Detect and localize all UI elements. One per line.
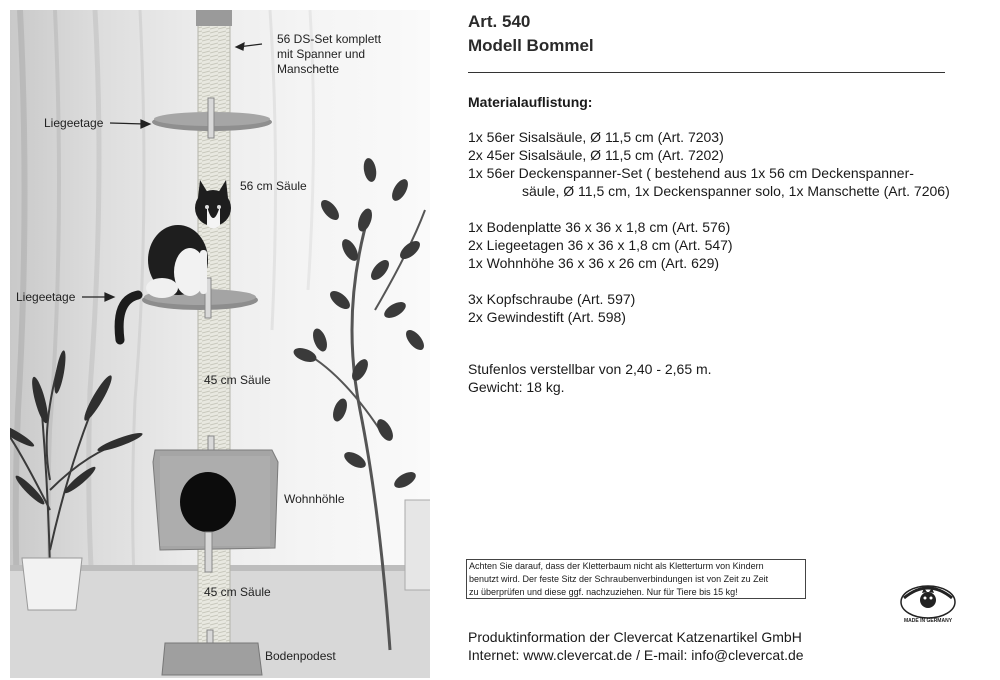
label-ds-set-line-2: mit Spanner und: [277, 47, 366, 61]
label-liegeetage-top: Liegeetage: [44, 116, 104, 130]
material-item: 3x Kopfschraube (Art. 597): [468, 291, 636, 307]
label-saeule-45-lower: 45 cm Säule: [204, 585, 271, 599]
contact-info: Internet: www.clevercat.de / E-mail: info@clevercat.de: [468, 647, 804, 663]
product-photo: [10, 10, 430, 678]
safety-notice: [466, 559, 806, 599]
safety-notice-line: zu überprüfen und diese ggf. nachzuziehen. Nur für Tiere bis 15 kg!: [469, 587, 738, 597]
material-item: 2x Gewindestift (Art. 598): [468, 309, 626, 325]
divider-line: [468, 72, 945, 73]
article-number: Art. 540: [468, 12, 531, 31]
label-bodenpodest: Bodenpodest: [265, 649, 336, 663]
material-heading: Materialauflistung:: [468, 94, 593, 110]
material-item: 1x 56er Deckenspanner-Set ( bestehend aus 1x 56 cm Deckenspanner-: [468, 165, 914, 181]
weight: Gewicht: 18 kg.: [468, 379, 565, 395]
company-info: Produktinformation der Clevercat Katzenartikel GmbH: [468, 629, 802, 645]
left-plant: [10, 360, 130, 570]
label-saeule-45-upper: 45 cm Säule: [204, 373, 271, 387]
logo-tagline: MADE IN GERMANY: [903, 618, 953, 624]
label-wohnhoehle: Wohnhöhle: [284, 492, 345, 506]
material-item-continued: säule, Ø 11,5 cm, 1x Deckenspanner solo, 1x Manschette (Art. 7206): [522, 183, 950, 199]
label-ds-set-line-1: 56 DS-Set komplett: [277, 32, 382, 46]
label-ds-set-line-3: Manschette: [277, 62, 340, 76]
label-saeule-56: 56 cm Säule: [240, 179, 307, 193]
adjust-range: Stufenlos verstellbar von 2,40 - 2,65 m.: [468, 361, 712, 377]
model-name: Modell Bommel: [468, 36, 594, 55]
material-item: 1x Bodenplatte 36 x 36 x 1,8 cm (Art. 576): [468, 219, 731, 235]
safety-notice-line: benutzt wird. Der feste Sitz der Schraubenverbindungen ist von Zeit zu Zeit: [469, 574, 769, 584]
clevercat-logo-icon: [898, 582, 958, 624]
material-item: 2x Liegeetagen 36 x 36 x 1,8 cm (Art. 547): [468, 237, 733, 253]
label-ds-set: [277, 32, 381, 77]
material-item: 2x 45er Sisalsäule, Ø 11,5 cm (Art. 7202): [468, 147, 724, 163]
label-liegeetage-mid: Liegeetage: [16, 290, 76, 304]
safety-notice-line: Achten Sie darauf, dass der Kletterbaum nicht als Kletterturm von Kindern: [469, 561, 764, 571]
photo-illustration: [10, 10, 430, 678]
material-item: 1x 56er Sisalsäule, Ø 11,5 cm (Art. 7203): [468, 129, 724, 145]
material-item: 1x Wohnhöhe 36 x 36 x 26 cm (Art. 629): [468, 255, 720, 271]
